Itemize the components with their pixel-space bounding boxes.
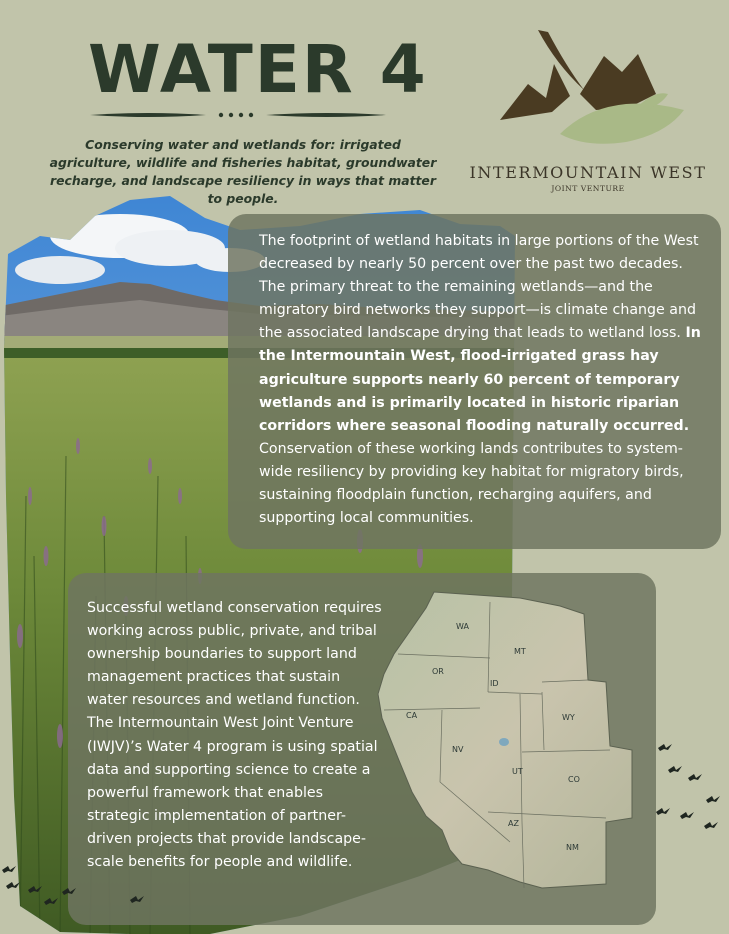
- state-label-nm: NM: [566, 843, 579, 852]
- page-title: WATER 4: [88, 31, 428, 108]
- wetland-loss-text-outro: Conservation of these working lands contributes to system-wide resiliency by providing key habitat for migratory birds, sustaining floodplain function, recharging aquifers, and supporting local communities.: [259, 440, 684, 527]
- conservation-text: Successful wetland conservation requires working across public, private, and tribal ownership boundaries to support land management practices that sustain water resources and wetland function. The Intermountain West Joint Venture (IWJV)’s Water 4 program is using spatial data and supporting science to create a powerful framework that enables strategic implementation of partner-driven projects that provide landscape-scale benefits for people and wildlife.: [87, 600, 382, 871]
- state-label-wa: WA: [456, 622, 469, 631]
- state-label-or: OR: [432, 667, 444, 676]
- wetland-loss-panel: [228, 214, 721, 549]
- mountain-marsh-logo-icon: [496, 24, 686, 152]
- flying-birds-icon: [654, 740, 729, 835]
- wetland-loss-text-intro: The footprint of wetland habitats in large portions of the West decreased by nearly 50 percent over the past two decades. The primary threat to the remaining wetlands—and the migratory bird networks they support—is climate change and the associated landscape drying that leads to wetland loss.: [259, 233, 699, 342]
- state-label-co: CO: [568, 775, 580, 784]
- flying-birds-left-icon: [0, 862, 170, 914]
- state-label-ca: CA: [406, 711, 418, 720]
- title-divider: [88, 108, 388, 122]
- wetland-loss-text: [259, 230, 709, 530]
- state-label-ut: UT: [512, 767, 523, 776]
- wetland-loss-text-highlight: In the Intermountain West, flood-irrigated grass hay agriculture supports nearly 60 percent of temporary wetlands and is primarily located in historic riparian corridors where seasonal flooding naturally occurred.: [259, 325, 701, 434]
- western-states-map: [370, 582, 645, 894]
- state-label-mt: MT: [514, 647, 526, 656]
- state-label-id: ID: [490, 679, 499, 688]
- state-label-wy: WY: [562, 713, 575, 722]
- logo-name: INTERMOUNTAIN WEST: [469, 163, 707, 182]
- page-subtitle: Conserving water and wetlands for: irrigated agriculture, wildlife and fisheries habitat, groundwater recharge, and landscape resiliency in ways that matter to people.: [49, 137, 437, 206]
- state-label-az: AZ: [508, 819, 519, 828]
- logo-subname: JOINT VENTURE: [551, 184, 625, 193]
- state-label-nv: NV: [452, 745, 464, 754]
